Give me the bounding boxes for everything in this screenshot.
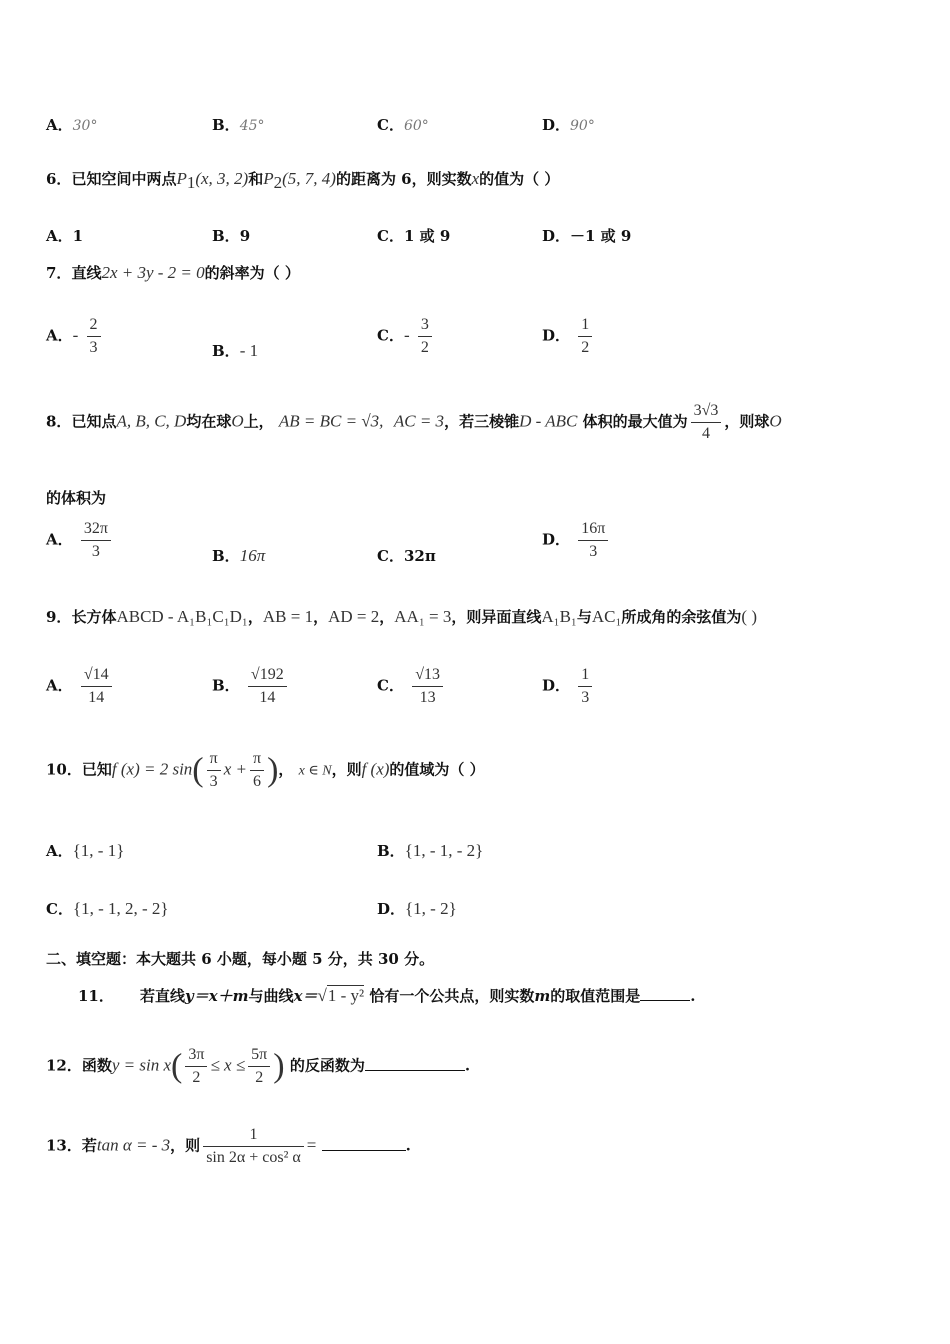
q5-option-a-value: 30° xyxy=(72,118,98,134)
q9-option-a: A． $\frac{√14}{14}$ xyxy=(46,664,115,709)
question-8-line-2: 的体积为 xyxy=(46,489,107,507)
question-9: 9．长方体ABCD - A₁B₁C₁D₁，AB = 1，AD = 2，AA₁ = 3，则异面直线A₁B₁与AC₁所成角的余弦值为( ) xyxy=(46,607,757,626)
q8-option-c: C．32π xyxy=(377,547,436,565)
q10-option-a: A．{1, - 1} xyxy=(46,841,125,860)
q8-option-b: B．16π xyxy=(212,546,266,565)
q10-option-b: B．{1, - 1, - 2} xyxy=(377,841,484,860)
q5-option-a: A．30° xyxy=(46,116,98,134)
q8-option-d: D． $\frac{16\pi}{3}$ xyxy=(542,518,611,563)
question-11: 11． 若直线y＝x＋m与曲线x＝√1 - y² 恰有一个公共点，则实数m的取值范围是 . xyxy=(78,986,696,1005)
q7-option-d: D． $\frac{1}{2}$ xyxy=(542,314,595,359)
question-6: 6．已知空间中两点$P_1(x$, 3, 2)和$P_2(5$, 7, 4)的距离为 6，则实数x的值为（ ） xyxy=(46,169,560,192)
q6-option-a: A．1 xyxy=(46,227,84,245)
question-12: 12．函数y = sin x( $\frac{3\pi}{2}$ ≤ x ≤ $\frac{5\pi}{2}$ ) 的反函数为 . xyxy=(46,1046,471,1086)
question-10: 10．已知f (x) = 2 sin( $\frac{\pi}{3}$ x + $\frac{\pi}{6}$ )， x ∈ N，则f (x)的值域为（ ） xyxy=(46,750,485,790)
section-2-title: 二、填空题：本大题共 6 小题，每小题 5 分，共 30 分。 xyxy=(46,950,435,968)
q5-option-c-value: 60° xyxy=(403,118,429,134)
question-8: 8．已知点A, B, C, D均在球O上， AB = BC = √3, AC = 3，若三棱锥D - ABC 体积的最大值为 $\frac{3√3}{4}$ ，则球O xyxy=(46,402,782,442)
q7-option-b: B．- 1 xyxy=(212,341,259,360)
q7-option-a: A．- $\frac{2}{3}$ xyxy=(46,314,104,359)
q5-option-b: B．45° xyxy=(212,116,265,134)
q7-option-c: C．- $\frac{3}{2}$ xyxy=(377,314,435,359)
q9-option-d: D． $\frac{1}{3}$ xyxy=(542,664,595,709)
q5-option-d: D．90° xyxy=(542,116,595,134)
q5-option-c: C．60° xyxy=(377,116,429,134)
q10-option-c: C．{1, - 1, 2, - 2} xyxy=(46,899,169,918)
q6-option-b: B．9 xyxy=(212,227,251,245)
q5-option-b-value: 45° xyxy=(239,118,265,134)
q8-option-a: A． $\frac{32\pi}{3}$ xyxy=(46,518,114,563)
q6-option-c: C．1 或 9 xyxy=(377,227,451,245)
q9-option-b: B． $\frac{√192}{14}$ xyxy=(212,664,290,709)
question-7: 7．直线2x + 3y - 2 = 0的斜率为（ ） xyxy=(46,263,300,282)
q9-option-c: C． $\frac{√13}{13}$ xyxy=(377,664,446,709)
q5-option-d-value: 90° xyxy=(570,118,595,134)
question-13: 13．若tan α = - 3，则 $\frac{1}{\text{sin 2α + cos² α}}$ = . xyxy=(46,1126,411,1166)
q10-option-d: D．{1, - 2} xyxy=(377,899,457,918)
q6-option-d: D．－1 或 9 xyxy=(542,227,632,245)
